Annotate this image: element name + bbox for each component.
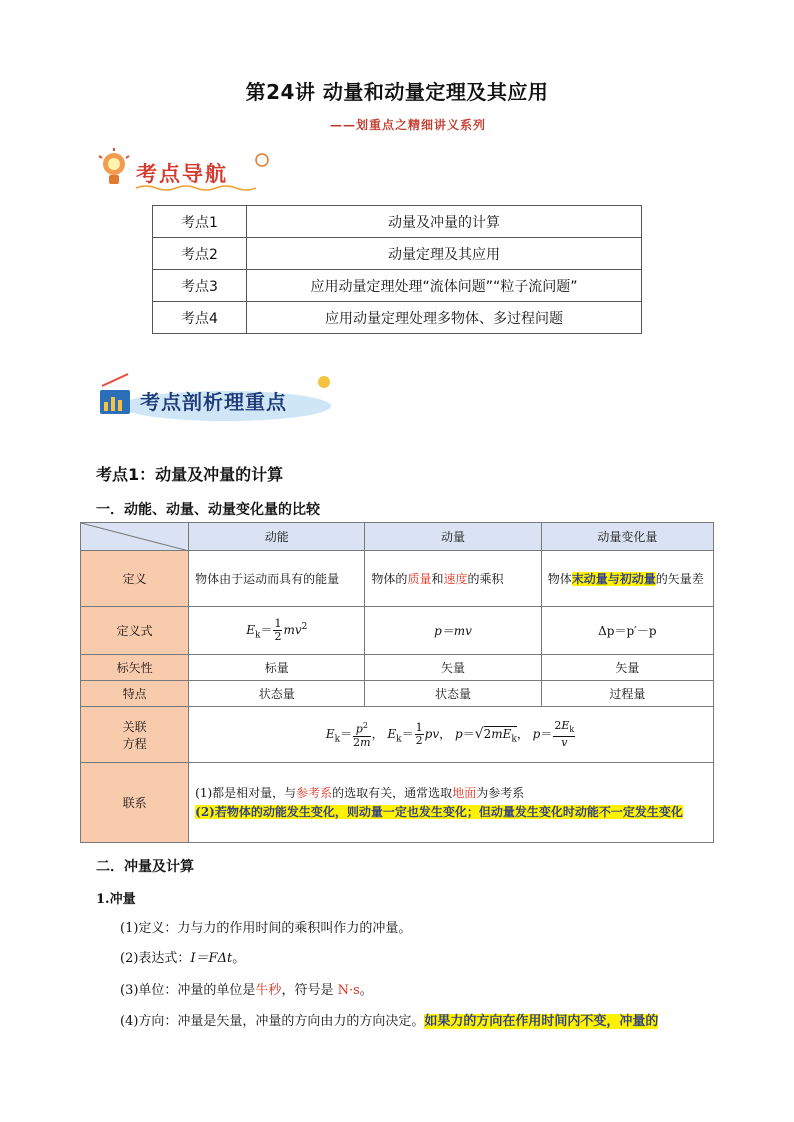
page-subtitle: ——划重点之精细讲义系列 bbox=[330, 118, 487, 132]
formula-ke: $E_k=$ $\frac{1}{2}$ $mv^2$ bbox=[189, 607, 365, 655]
paragraph: (1)定义：力与力的作用时间的乘积叫作力的冲量。 bbox=[120, 921, 412, 936]
col-header: 动能 bbox=[189, 523, 365, 551]
cell: 过程量 bbox=[541, 681, 713, 707]
sub-heading: 1.冲量 bbox=[96, 892, 136, 907]
row-header: 特点 bbox=[81, 681, 189, 707]
nav-value: 动量及冲量的计算 bbox=[247, 206, 642, 238]
row-header: 联系 bbox=[81, 763, 189, 843]
table-row bbox=[153, 206, 642, 238]
nav-value: 应用动量定理处理多物体、多过程问题 bbox=[247, 302, 642, 334]
kaodian-analysis-badge bbox=[96, 372, 336, 424]
relation-equations: $E_k=$ $\frac{p^2}{2m}$ ， $E_k=$ $\frac{1}{2}$ pv， $p=√2mE_k$， p＝ $\frac{2E_k}{v}$ bbox=[189, 707, 714, 763]
cell: 矢量 bbox=[541, 655, 713, 681]
comparison-table bbox=[80, 522, 714, 843]
table-row bbox=[153, 302, 642, 334]
kaodian-nav-label: 考点导航 bbox=[136, 162, 228, 186]
cell: 物体由于运动而具有的能量 bbox=[189, 551, 365, 607]
paragraph: (3)单位：冲量的单位是牛秒，符号是 N·s。 bbox=[120, 983, 373, 998]
cell: 状态量 bbox=[365, 681, 541, 707]
nav-key: 考点4 bbox=[153, 302, 247, 334]
nav-key: 考点2 bbox=[153, 238, 247, 270]
nav-value: 动量定理及其应用 bbox=[247, 238, 642, 270]
row-header: 标矢性 bbox=[81, 655, 189, 681]
cell: 矢量 bbox=[365, 655, 541, 681]
col-header: 动量 bbox=[365, 523, 541, 551]
kaodian-analysis-label: 考点剖析理重点 bbox=[140, 390, 287, 414]
kaodian-nav-badge bbox=[96, 148, 276, 198]
row-header: 定义式 bbox=[81, 607, 189, 655]
paragraph: (2)表达式：I＝FΔt。 bbox=[120, 951, 246, 966]
page-title: 第24讲 动量和动量定理及其应用 bbox=[245, 80, 549, 104]
sub-heading: 一．动能、动量、动量变化量的比较 bbox=[96, 502, 320, 518]
compass-icon bbox=[256, 154, 268, 166]
col-header: 动量变化量 bbox=[541, 523, 713, 551]
nav-table bbox=[152, 205, 642, 334]
nav-key: 考点1 bbox=[153, 206, 247, 238]
cell: 物体的质量和速度的乘积 bbox=[365, 551, 541, 607]
row-header: 定义 bbox=[81, 551, 189, 607]
formula-p: p＝mv bbox=[365, 607, 541, 655]
sub-heading: 二．冲量及计算 bbox=[96, 859, 194, 875]
table-row bbox=[153, 238, 642, 270]
nav-value: 应用动量定理处理“流体问题”“粒子流问题” bbox=[247, 270, 642, 302]
table-row bbox=[153, 270, 642, 302]
cell: 物体末动量与初动量的矢量差 bbox=[541, 551, 713, 607]
bulb-small-icon bbox=[318, 376, 330, 388]
paragraph: (4)方向：冲量是矢量，冲量的方向由力的方向决定。如果力的方向在作用时间内不变，冲量的 bbox=[120, 1014, 659, 1029]
formula-dp: Δp＝p′－p bbox=[541, 607, 713, 655]
cell: 状态量 bbox=[189, 681, 365, 707]
link-cell: (1)都是相对量，与参考系的选取有关，通常选取地面为参考系 (2)若物体的动能发生变化，则动量一定也发生变化；但动量发生变化时动能不一定发生变化 bbox=[189, 763, 714, 843]
row-header: 关联 方程 bbox=[81, 707, 189, 763]
section-heading: 考点1：动量及冲量的计算 bbox=[96, 465, 284, 484]
cell: 标量 bbox=[189, 655, 365, 681]
nav-key: 考点3 bbox=[153, 270, 247, 302]
table-corner bbox=[81, 523, 189, 551]
